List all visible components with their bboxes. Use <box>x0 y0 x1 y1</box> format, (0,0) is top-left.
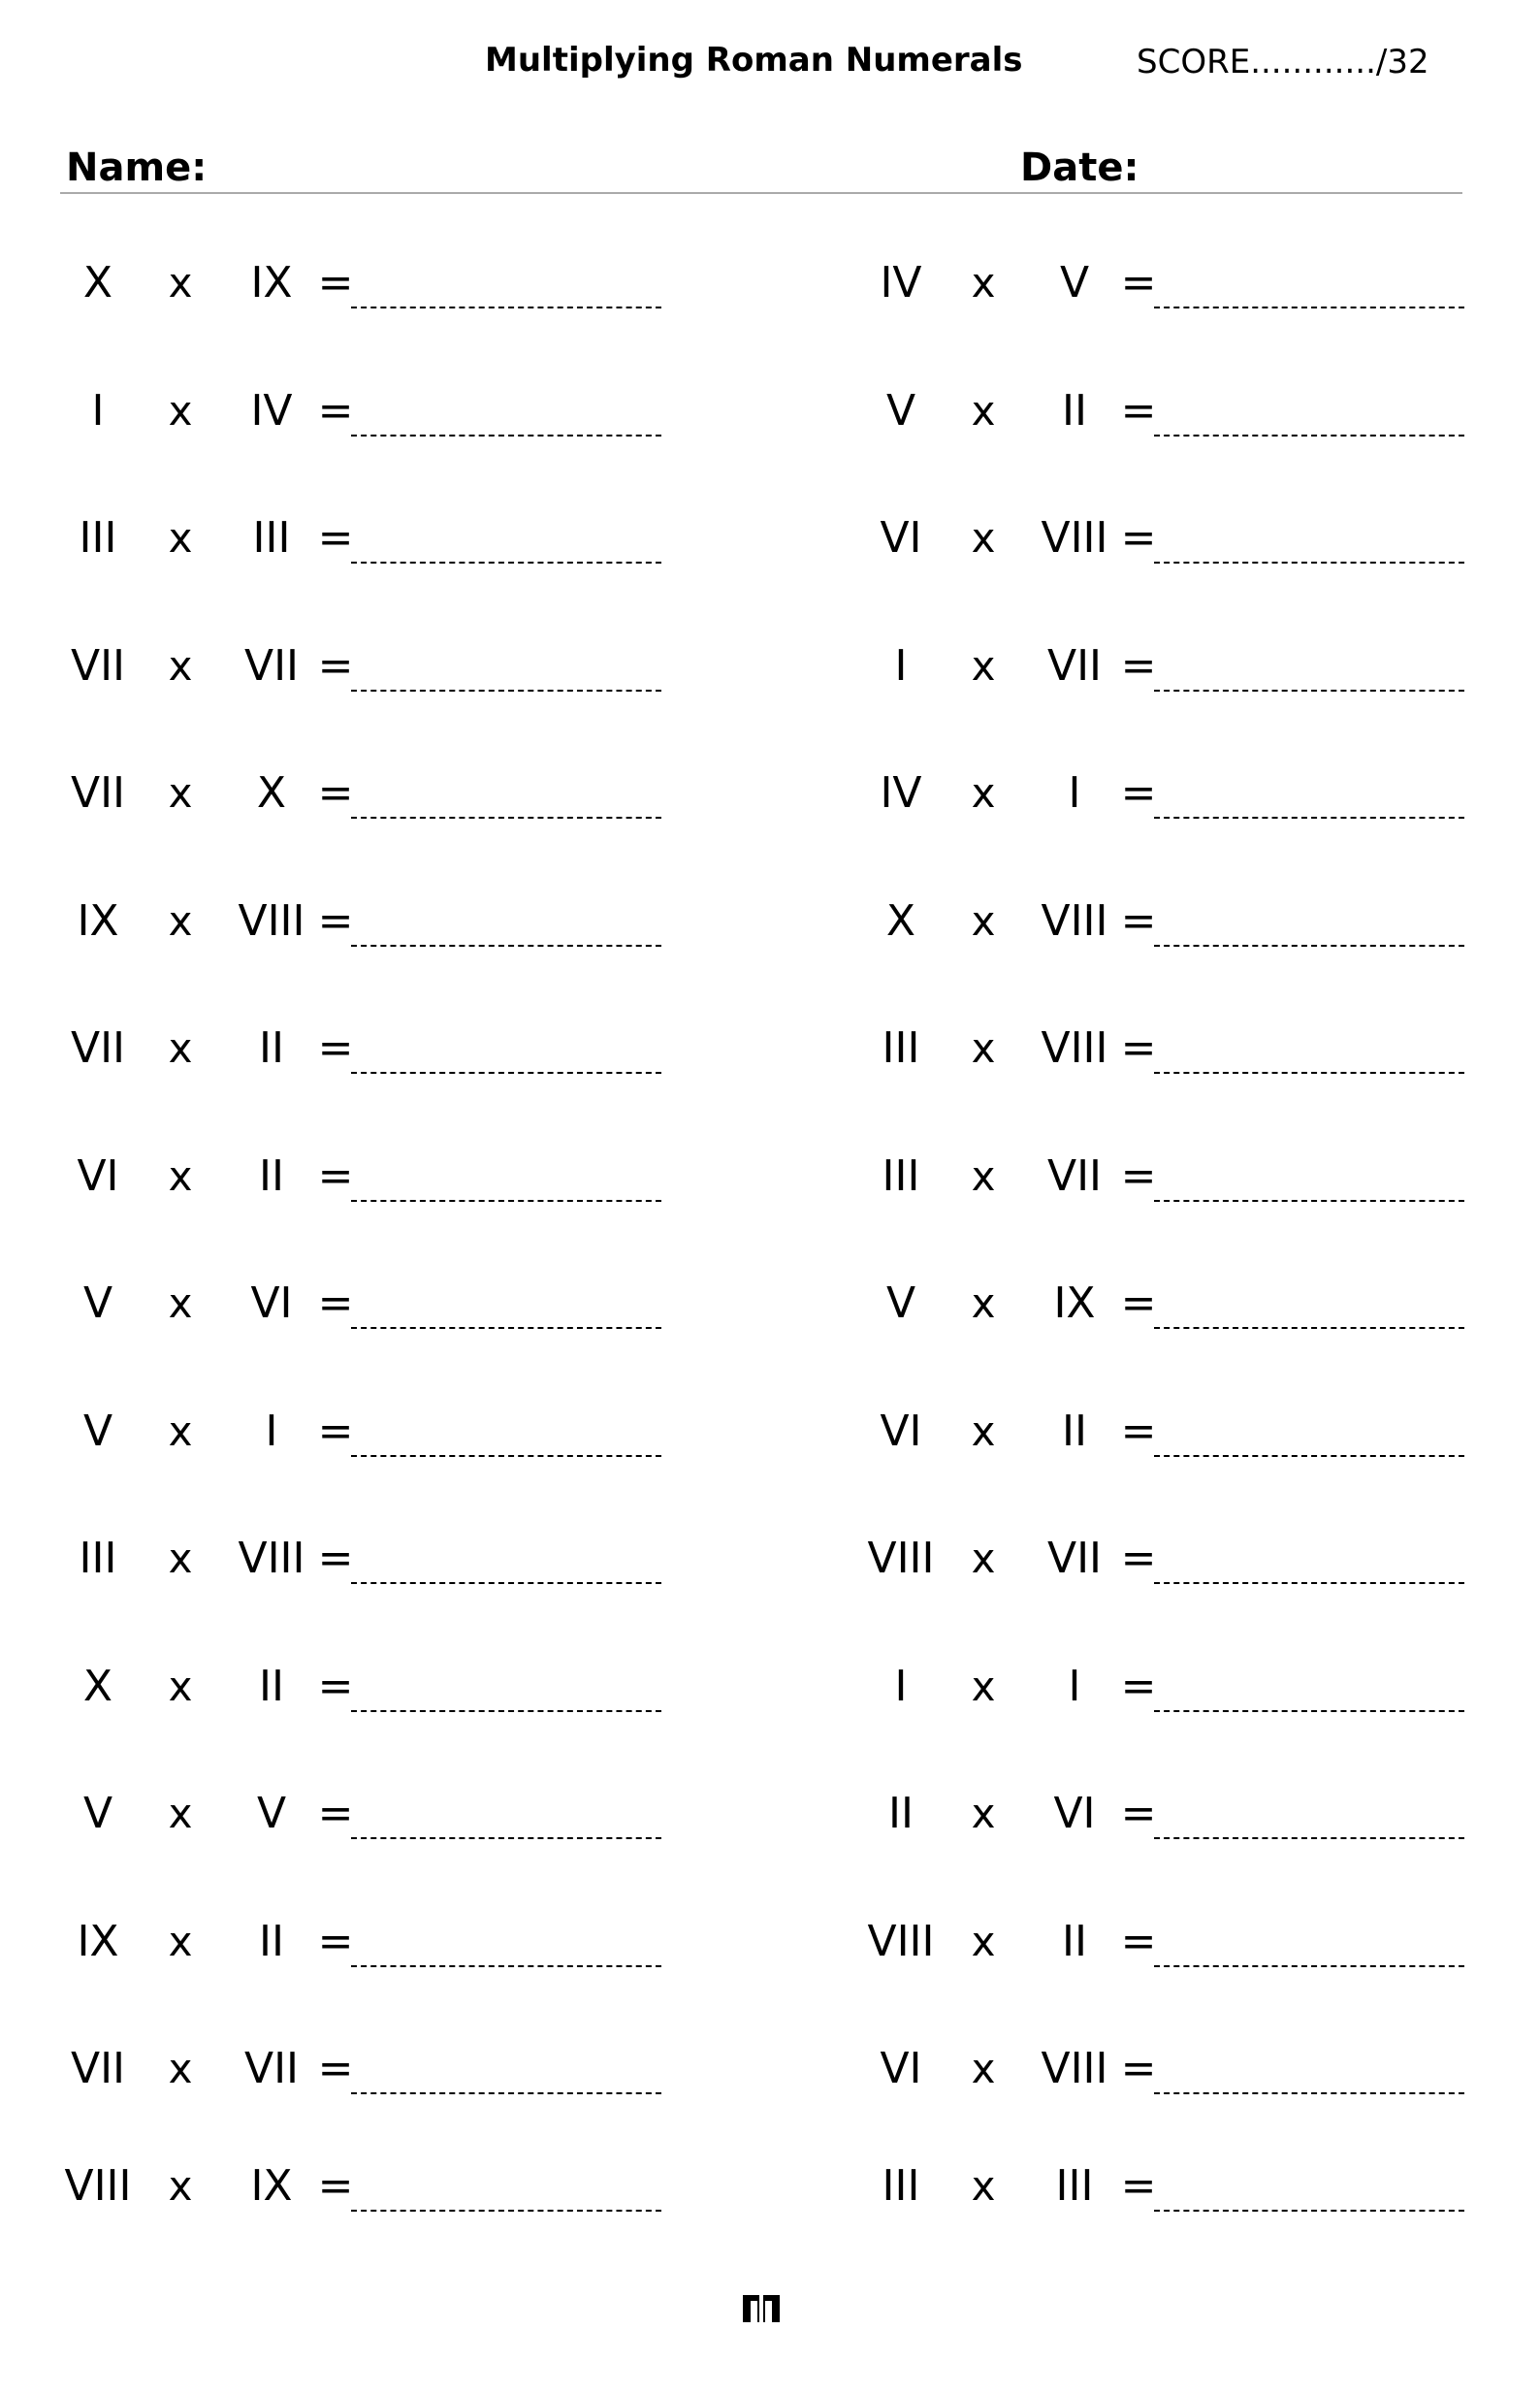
times-sign: x <box>168 1535 193 1582</box>
times-sign: x <box>971 641 996 690</box>
problem-row <box>861 2040 1540 2118</box>
operand-b: VIII <box>238 895 305 946</box>
operand-a: I <box>91 385 105 436</box>
answer-blank[interactable] <box>351 1327 661 1329</box>
answer-blank[interactable] <box>351 1965 661 1967</box>
operand-a: VI <box>880 513 922 563</box>
times-sign: x <box>168 259 193 307</box>
operand-a: V <box>82 1278 113 1328</box>
operand-b: II <box>1062 1916 1087 1966</box>
equals-sign: = <box>317 640 354 691</box>
times-sign: x <box>168 1407 193 1455</box>
problem-row <box>861 1403 1540 1480</box>
equals-sign: = <box>317 2044 354 2093</box>
operand-a: VIII <box>867 1534 935 1583</box>
operand-a: IV <box>880 768 922 818</box>
operand-b: VII <box>1046 1150 1103 1201</box>
equals-sign: = <box>1120 1278 1157 1328</box>
problem-row <box>58 254 795 332</box>
operand-b: II <box>1062 1406 1087 1456</box>
answer-blank[interactable] <box>1154 945 1464 947</box>
operand-a: VII <box>70 768 126 818</box>
name-label: Name: <box>66 146 208 190</box>
operand-b: VI <box>250 1278 293 1328</box>
times-sign: x <box>971 386 996 435</box>
answer-blank[interactable] <box>351 307 661 308</box>
operand-a: X <box>82 258 113 307</box>
answer-blank[interactable] <box>351 435 661 437</box>
problem-row <box>58 2040 795 2118</box>
answer-blank[interactable] <box>1154 2092 1464 2094</box>
problem-row <box>861 509 1540 587</box>
equals-sign: = <box>1120 1150 1157 1201</box>
answer-blank[interactable] <box>351 690 661 692</box>
times-sign: x <box>168 896 193 945</box>
operand-a: III <box>79 1534 117 1583</box>
equals-sign: = <box>317 895 354 946</box>
answer-blank[interactable] <box>1154 1200 1464 1202</box>
operand-a: V <box>885 1278 916 1328</box>
equals-sign: = <box>1120 2044 1157 2093</box>
equals-sign: = <box>317 1661 354 1711</box>
problem-row <box>861 2157 1540 2235</box>
operand-b: I <box>1068 1661 1081 1711</box>
brand-logo-icon <box>741 2291 782 2324</box>
operand-b: VIII <box>1041 1023 1108 1073</box>
operand-b: II <box>259 1916 284 1966</box>
times-sign: x <box>168 1790 193 1837</box>
answer-blank[interactable] <box>351 2092 661 2094</box>
equals-sign: = <box>317 258 354 307</box>
problem-row <box>861 1785 1540 1862</box>
problem-row <box>58 1148 795 1225</box>
answer-blank[interactable] <box>1154 1837 1464 1839</box>
answer-blank[interactable] <box>1154 1327 1464 1329</box>
equals-sign: = <box>317 1278 354 1328</box>
answer-blank[interactable] <box>1154 817 1464 819</box>
problem-row <box>861 764 1540 842</box>
problem-row <box>861 1148 1540 1225</box>
times-sign: x <box>168 386 193 435</box>
answer-blank[interactable] <box>1154 435 1464 437</box>
problem-row <box>861 1530 1540 1607</box>
times-sign: x <box>971 896 996 945</box>
problem-row <box>861 1658 1540 1735</box>
times-sign: x <box>971 1917 996 1965</box>
equals-sign: = <box>1120 1023 1157 1073</box>
answer-blank[interactable] <box>351 1837 661 1839</box>
problem-row <box>58 1913 795 1990</box>
operand-a: IV <box>880 258 922 307</box>
problem-row <box>58 1785 795 1862</box>
equals-sign: = <box>1120 1916 1157 1966</box>
equals-sign: = <box>317 1023 354 1073</box>
operand-a: I <box>894 640 908 691</box>
equals-sign: = <box>317 1916 354 1966</box>
operand-a: VIII <box>867 1916 935 1966</box>
operand-b: II <box>259 1661 284 1711</box>
equals-sign: = <box>317 385 354 436</box>
operand-b: VII <box>1046 640 1103 691</box>
operand-a: X <box>885 895 916 946</box>
equals-sign: = <box>317 1150 354 1201</box>
equals-sign: = <box>1120 895 1157 946</box>
operand-b: I <box>265 1406 278 1456</box>
equals-sign: = <box>1120 640 1157 691</box>
times-sign: x <box>168 2162 193 2210</box>
operand-b: VII <box>1046 1534 1103 1583</box>
times-sign: x <box>168 1279 193 1327</box>
operand-a: VI <box>880 1406 922 1456</box>
problem-row <box>861 1913 1540 1990</box>
times-sign: x <box>168 1024 193 1072</box>
problem-row <box>58 509 795 587</box>
answer-blank[interactable] <box>351 562 661 564</box>
problem-row <box>58 382 795 460</box>
problem-row <box>861 1019 1540 1097</box>
operand-b: VI <box>1053 1789 1096 1838</box>
answer-blank[interactable] <box>351 945 661 947</box>
equals-sign: = <box>317 1789 354 1838</box>
operand-b: VIII <box>238 1534 305 1583</box>
times-sign: x <box>971 1279 996 1327</box>
times-sign: x <box>971 1151 996 1200</box>
operand-b: VIII <box>1041 895 1108 946</box>
times-sign: x <box>971 514 996 562</box>
operand-b: II <box>259 1023 284 1073</box>
times-sign: x <box>971 1407 996 1455</box>
operand-b: X <box>256 768 287 818</box>
equals-sign: = <box>1120 385 1157 436</box>
equals-sign: = <box>1120 2161 1157 2211</box>
equals-sign: = <box>317 768 354 818</box>
operand-b: IX <box>250 2161 293 2211</box>
equals-sign: = <box>317 2161 354 2211</box>
operand-a: VIII <box>64 2161 132 2211</box>
operand-a: III <box>79 513 117 563</box>
times-sign: x <box>168 1151 193 1200</box>
operand-a: III <box>882 1023 920 1073</box>
operand-b: IV <box>250 385 293 436</box>
left-problem-column <box>58 0 795 2394</box>
answer-blank[interactable] <box>351 2210 661 2212</box>
times-sign: x <box>168 1662 193 1710</box>
problem-row <box>861 254 1540 332</box>
equals-sign: = <box>1120 1406 1157 1456</box>
answer-blank[interactable] <box>1154 562 1464 564</box>
times-sign: x <box>168 514 193 562</box>
problem-row <box>58 892 795 970</box>
answer-blank[interactable] <box>351 1582 661 1584</box>
times-sign: x <box>971 769 996 817</box>
times-sign: x <box>971 1662 996 1710</box>
answer-blank[interactable] <box>1154 690 1464 692</box>
operand-a: X <box>82 1661 113 1711</box>
operand-b: IX <box>1053 1278 1096 1328</box>
answer-blank[interactable] <box>1154 1072 1464 1074</box>
operand-b: I <box>1068 768 1081 818</box>
equals-sign: = <box>1120 1789 1157 1838</box>
operand-b: VII <box>243 640 300 691</box>
problem-row <box>58 2157 795 2235</box>
operand-b: III <box>252 513 291 563</box>
problem-row <box>58 637 795 715</box>
answer-blank[interactable] <box>351 817 661 819</box>
problem-row <box>58 1403 795 1480</box>
equals-sign: = <box>1120 513 1157 563</box>
operand-a: IX <box>77 1916 119 1966</box>
problem-row <box>861 382 1540 460</box>
equals-sign: = <box>1120 1534 1157 1583</box>
times-sign: x <box>168 1917 193 1965</box>
operand-a: IX <box>77 895 119 946</box>
equals-sign: = <box>1120 768 1157 818</box>
times-sign: x <box>971 1790 996 1837</box>
answer-blank[interactable] <box>351 1072 661 1074</box>
score-label: SCORE............/32 <box>1137 43 1429 81</box>
problem-row <box>861 1275 1540 1352</box>
problem-row <box>58 1019 795 1097</box>
operand-b: II <box>259 1150 284 1201</box>
equals-sign: = <box>317 1406 354 1456</box>
equals-sign: = <box>1120 258 1157 307</box>
equals-sign: = <box>317 513 354 563</box>
operand-b: III <box>1055 2161 1094 2211</box>
answer-blank[interactable] <box>1154 1965 1464 1967</box>
answer-blank[interactable] <box>1154 307 1464 308</box>
operand-a: II <box>888 1789 914 1838</box>
times-sign: x <box>168 641 193 690</box>
times-sign: x <box>168 769 193 817</box>
operand-b: V <box>1059 258 1090 307</box>
problem-row <box>58 1275 795 1352</box>
operand-a: V <box>82 1789 113 1838</box>
equals-sign: = <box>1120 1661 1157 1711</box>
problem-row <box>58 1658 795 1735</box>
operand-a: V <box>885 385 916 436</box>
operand-a: VI <box>880 2044 922 2093</box>
answer-blank[interactable] <box>351 1710 661 1712</box>
problem-row <box>58 1530 795 1607</box>
operand-a: VII <box>70 640 126 691</box>
times-sign: x <box>971 2045 996 2092</box>
answer-blank[interactable] <box>351 1455 661 1457</box>
problem-row <box>861 892 1540 970</box>
times-sign: x <box>971 1535 996 1582</box>
date-label: Date: <box>1020 146 1139 190</box>
times-sign: x <box>971 259 996 307</box>
operand-b: IX <box>250 258 293 307</box>
operand-a: III <box>882 2161 920 2211</box>
operand-a: I <box>894 1661 908 1711</box>
operand-b: VII <box>243 2044 300 2093</box>
operand-b: VIII <box>1041 2044 1108 2093</box>
problem-row <box>861 637 1540 715</box>
problem-row <box>58 764 795 842</box>
operand-a: VI <box>77 1150 119 1201</box>
operand-b: V <box>256 1789 287 1838</box>
operand-b: II <box>1062 385 1087 436</box>
answer-blank[interactable] <box>1154 1582 1464 1584</box>
operand-a: III <box>882 1150 920 1201</box>
page-title: Multiplying Roman Numerals <box>485 41 1023 80</box>
operand-a: VII <box>70 1023 126 1073</box>
answer-blank[interactable] <box>1154 1710 1464 1712</box>
times-sign: x <box>971 1024 996 1072</box>
answer-blank[interactable] <box>351 1200 661 1202</box>
times-sign: x <box>168 2045 193 2092</box>
operand-a: V <box>82 1406 113 1456</box>
equals-sign: = <box>317 1534 354 1583</box>
times-sign: x <box>971 2162 996 2210</box>
answer-blank[interactable] <box>1154 1455 1464 1457</box>
answer-blank[interactable] <box>1154 2210 1464 2212</box>
operand-b: VIII <box>1041 513 1108 563</box>
operand-a: VII <box>70 2044 126 2093</box>
right-problem-column <box>861 0 1540 2394</box>
